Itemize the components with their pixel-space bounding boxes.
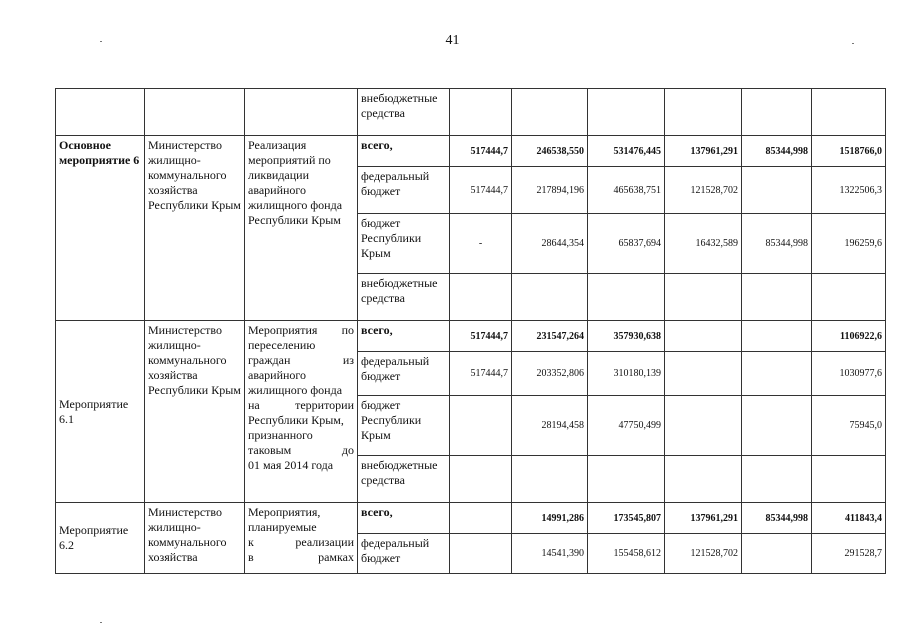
value-cell: 137961,291 (665, 503, 742, 534)
value-cell: 85344,998 (742, 136, 812, 167)
value-cell (450, 503, 512, 534)
source-cell: внебюджетные средства (358, 274, 450, 321)
value-cell (742, 352, 812, 396)
value-cell: 155458,612 (588, 534, 665, 574)
value-cell: 121528,702 (665, 534, 742, 574)
value-cell (588, 456, 665, 503)
source-cell: всего, (358, 321, 450, 352)
measure-description (245, 321, 358, 503)
value-cell: 517444,7 (450, 352, 512, 396)
description-line: 01 мая 2014 года (248, 458, 334, 472)
value-cell: 517444,7 (450, 321, 512, 352)
value-cell (588, 274, 665, 321)
total-cell: 1030977,6 (812, 352, 886, 396)
value-cell: 28644,354 (512, 214, 588, 274)
description-line: на территории (248, 398, 354, 412)
description-line: планируемые (248, 520, 317, 534)
value-cell: 85344,998 (742, 214, 812, 274)
value-cell: 14541,390 (512, 534, 588, 574)
value-cell: 531476,445 (588, 136, 665, 167)
executor: Министерство жилищно-коммунального хозяйства Республики Крым (145, 321, 245, 503)
value-cell (512, 274, 588, 321)
total-cell: 1322506,3 (812, 167, 886, 214)
total-cell: 291528,7 (812, 534, 886, 574)
executor-cell (145, 89, 245, 136)
source-cell: федеральный бюджет (358, 352, 450, 396)
page-number: 41 (445, 33, 460, 48)
value-cell (665, 456, 742, 503)
description-line: таковым до (248, 443, 354, 457)
value-cell: 217894,196 (512, 167, 588, 214)
executor: Министерство жилищно-коммунального хозяйства (145, 503, 245, 574)
table-row (56, 503, 886, 534)
value-cell (665, 396, 742, 456)
budget-table (55, 88, 886, 574)
measure-code: Мероприятие 6.2 (56, 503, 145, 574)
source-cell: всего, (358, 136, 450, 167)
value-cell (450, 534, 512, 574)
total-cell: 1518766,0 (812, 136, 886, 167)
value-cell: 310180,139 (588, 352, 665, 396)
value-cell (742, 274, 812, 321)
value-cell (512, 89, 588, 136)
value-cell: 14991,286 (512, 503, 588, 534)
source-cell: внебюджетные средства (358, 89, 450, 136)
scan-speck (100, 622, 102, 623)
description-line: к реализации (248, 535, 354, 549)
value-cell (665, 321, 742, 352)
description-line: аварийного (248, 368, 307, 382)
value-cell (450, 456, 512, 503)
source-cell: бюджет Республики Крым (358, 214, 450, 274)
total-cell (812, 274, 886, 321)
description-line: переселению (248, 338, 316, 352)
value-cell: 465638,751 (588, 167, 665, 214)
value-cell: 85344,998 (742, 503, 812, 534)
value-cell: 231547,264 (512, 321, 588, 352)
value-cell (665, 352, 742, 396)
total-cell: 196259,6 (812, 214, 886, 274)
value-cell (450, 89, 512, 136)
source-cell: федеральный бюджет (358, 534, 450, 574)
source-cell: бюджет Республики Крым (358, 396, 450, 456)
description-line: Мероприятия, (248, 505, 321, 519)
value-cell (665, 274, 742, 321)
scan-speck (100, 41, 102, 42)
measure-code: Основное мероприятие 6 (56, 136, 145, 321)
description-cell (245, 89, 358, 136)
value-cell: 357930,638 (588, 321, 665, 352)
value-cell: 173545,807 (588, 503, 665, 534)
value-cell: 121528,702 (665, 167, 742, 214)
value-cell (742, 321, 812, 352)
total-cell: 411843,4 (812, 503, 886, 534)
measure-description (245, 503, 358, 574)
value-cell (742, 534, 812, 574)
value-cell (450, 274, 512, 321)
value-cell (742, 456, 812, 503)
scan-speck (852, 43, 854, 44)
description-line: в рамках (248, 550, 354, 564)
table-row (56, 89, 886, 136)
value-cell (450, 396, 512, 456)
total-cell (812, 89, 886, 136)
code-cell (56, 89, 145, 136)
value-cell: 517444,7 (450, 167, 512, 214)
source-cell: внебюджетные средства (358, 456, 450, 503)
total-cell: 75945,0 (812, 396, 886, 456)
value-cell (742, 396, 812, 456)
total-cell (812, 456, 886, 503)
description-line: жилищного фонда (248, 383, 343, 397)
value-cell: 47750,499 (588, 396, 665, 456)
value-cell: 16432,589 (665, 214, 742, 274)
description-line: граждан из (248, 353, 354, 367)
value-cell (588, 89, 665, 136)
value-cell: 65837,694 (588, 214, 665, 274)
executor: Министерство жилищно-коммунального хозяйства Республики Крым (145, 136, 245, 321)
description-line: признанного (248, 428, 313, 442)
value-cell (742, 167, 812, 214)
value-cell (512, 456, 588, 503)
measure-code: Мероприятие 6.1 (56, 321, 145, 503)
table-row (56, 136, 886, 167)
value-cell: 203352,806 (512, 352, 588, 396)
value-cell: - (450, 214, 512, 274)
description-line: Мероприятия по (248, 323, 354, 337)
value-cell (665, 89, 742, 136)
value-cell: 246538,550 (512, 136, 588, 167)
value-cell: 517444,7 (450, 136, 512, 167)
source-cell: федеральный бюджет (358, 167, 450, 214)
source-cell: всего, (358, 503, 450, 534)
value-cell (742, 89, 812, 136)
value-cell: 137961,291 (665, 136, 742, 167)
value-cell: 28194,458 (512, 396, 588, 456)
measure-description: Реализация мероприятий по ликвидации аварийного жилищного фонда Республики Крым (245, 136, 358, 321)
description-line: Республики Крым, (248, 413, 344, 427)
table-row (56, 321, 886, 352)
total-cell: 1106922,6 (812, 321, 886, 352)
